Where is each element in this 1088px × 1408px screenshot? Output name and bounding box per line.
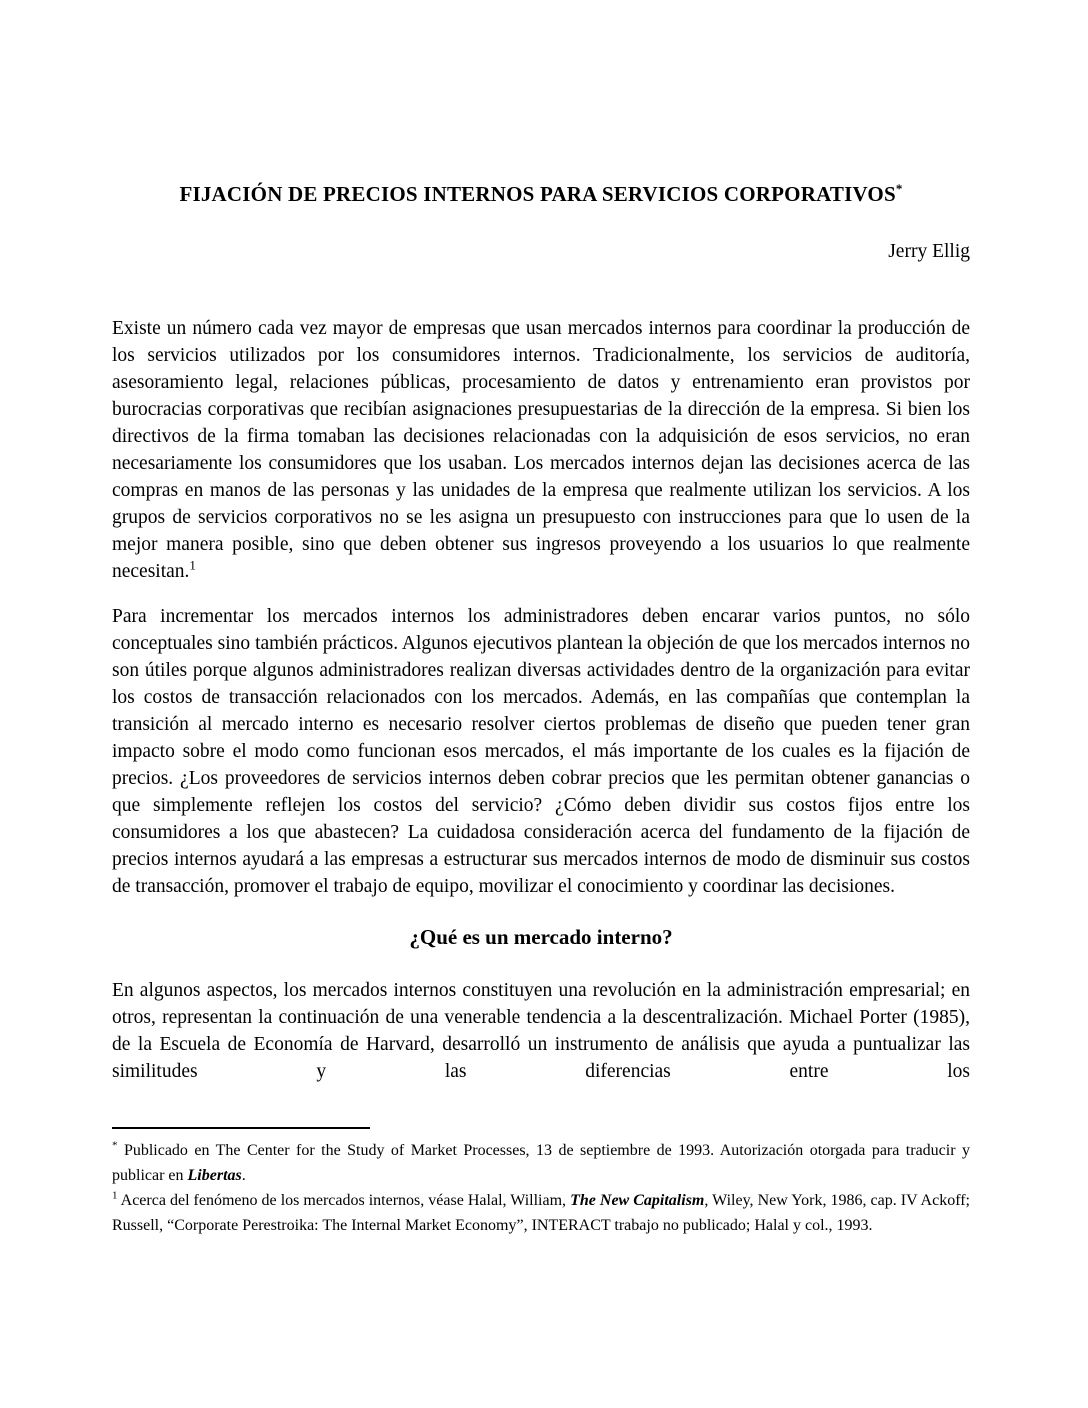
author-name: Jerry Ellig xyxy=(888,241,970,262)
title-footnote-marker: * xyxy=(895,181,903,196)
intro-paragraph-2: Para incrementar los mercados internos los administradores deben encarar varios puntos, no sólo conceptuales sino también prácticos. Algunos ejecutivos plantean la objeción de que los mercados internos no son útiles porque algunos administradores realizan diversas actividades dentro de la organización para evitar los costos de transacción relacionados con los mercados. Además, en las compañías que contemplan la transición al mercado interno es necesario resolver ciertos problemas de diseño que pueden tener gran impacto sobre el modo como funcionan esos mercados, el más importante de los cuales es la fijación de precios. ¿Los proveedores de servicios internos deben cobrar precios que les permitan obtener ganancias o que simplemente reflejen los costos del servicio? ¿Cómo deben dividir sus costos fijos entre los consumidores a los que abastecen? La cuidadosa consideración acerca del fundamento de la fijación de precios internos ayudará a las empresas a estructurar sus mercados internos de modo de disminuir sus costos de transacción, promover el trabajo de equipo, movilizar el conocimiento y coordinar las decisiones. xyxy=(112,606,970,897)
footnote-segment: Libertas xyxy=(187,1167,242,1184)
footnote-separator-rule xyxy=(112,1127,370,1129)
intro-paragraph-1 xyxy=(112,315,970,585)
paragraph-text: Existe un número cada vez mayor de empresas que usan mercados internos para coordinar la producción de los servicios utilizados por los consumidores internos. Tradicionalmente, los servicios de auditoría, asesoramiento legal, relaciones públicas, procesamiento de datos y entrenamiento eran provistos por burocracias corporativas que recibían asignaciones presupuestarias de la dirección de la empresa. Si bien los directivos de la firma tomaban las decisiones relacionadas con la adquisición de esos servicios, no eran necesariamente los consumidores que los usaban. Los mercados internos dejan las decisiones acerca de las compras en manos de las personas y las unidades de la empresa que realmente utilizan los servicios. A los grupos de servicios corporativos no se les asigna un presupuesto con instrucciones para que lo usen de la mejor manera posible, sino que deben obtener sus ingresos proveyendo a los usuarios lo que realmente necesitan. xyxy=(112,318,970,582)
footnote-1-text xyxy=(112,1189,970,1234)
footnotes-block xyxy=(112,1127,970,1238)
footnote-segment: . xyxy=(241,1167,246,1184)
footnote-segment: Acerca del fenómeno de los mercados internos, véase Halal, William, xyxy=(117,1192,571,1209)
footnote-segment: , Wiley, New York, 1986, cap. IV Ackoff; Russell, “Corporate Perestroika: The Internal Market Economy”, INTERACT trabajo no publicado; Halal y col., 1993. xyxy=(112,1192,970,1234)
footnote-segment: The New Capitalism xyxy=(570,1192,705,1209)
document-title-text: FIJACIÓN DE PRECIOS INTERNOS PARA SERVICIOS CORPORATIVOS xyxy=(179,182,896,206)
footnote-star xyxy=(112,1138,970,1188)
section-heading: ¿Qué es un mercado interno? xyxy=(409,925,673,949)
document-title xyxy=(112,0,970,208)
footnote-star-text xyxy=(112,1139,970,1184)
footnote-star-marker: * xyxy=(112,1139,118,1152)
footnote-segment: Publicado en The Center for the Study of Market Processes, 13 de septiembre de 1993. Autorización otorgada para traducir y publicar en xyxy=(112,1142,970,1184)
footnote-ref-1: 1 xyxy=(189,557,196,573)
footnote-1 xyxy=(112,1188,970,1238)
section-paragraph-1: En algunos aspectos, los mercados internos constituyen una revolución en la administración empresarial; en otros, representan la continuación de una venerable tendencia a la descentralización. Michael Porter (1985), de la Escuela de Economía de Harvard, desarrolló un instrumento de análisis que ayuda a puntualizar las similitudes y las diferencias entre los xyxy=(112,980,970,1082)
footnote-1-marker: 1 xyxy=(112,1189,118,1202)
